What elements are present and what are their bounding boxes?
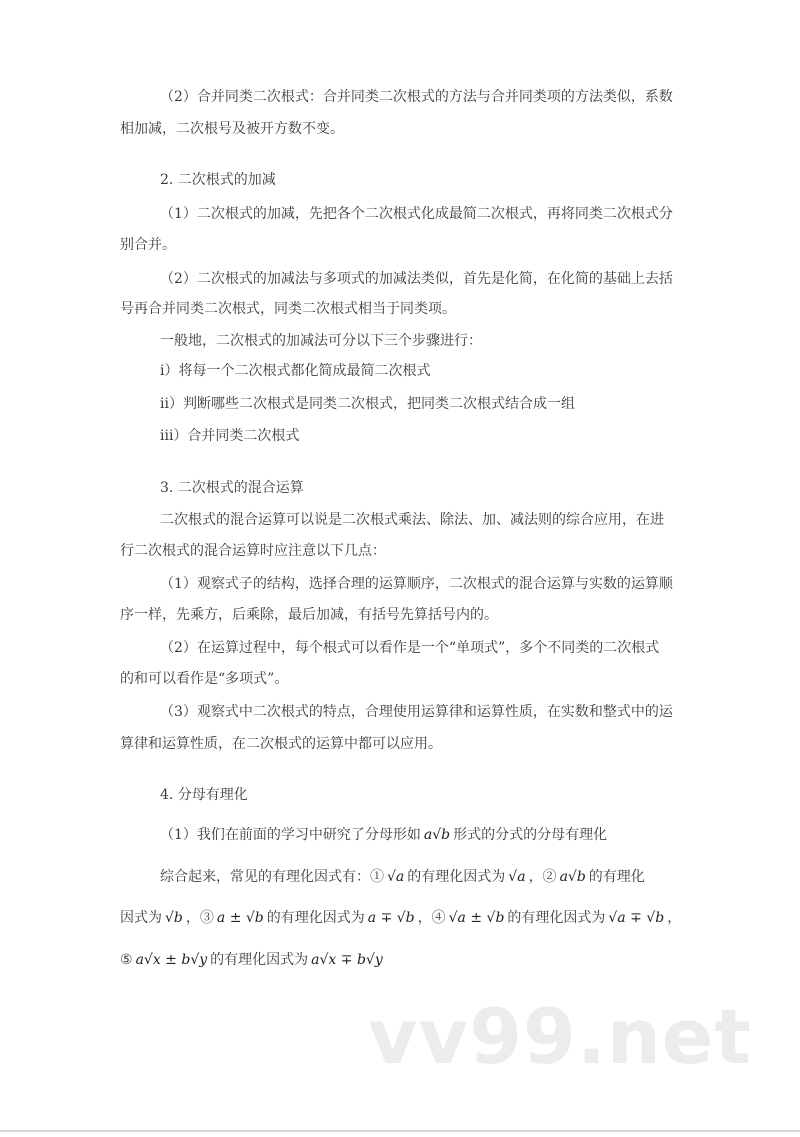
math-expression: a ∓ √b	[367, 910, 415, 926]
paragraph-line: 别合并。	[120, 237, 176, 253]
math-expression: √b	[165, 910, 183, 926]
text: 的有理化因式为	[266, 910, 365, 926]
paragraph-line: 序一样，先乘方，后乘除，最后加减，有括号先算括号内的。	[120, 607, 498, 623]
text: （1）我们在前面的学习中研究了分母形如	[160, 827, 421, 843]
text: 的有理化	[588, 869, 645, 885]
math-expression: √a	[508, 869, 526, 885]
text: 因式为	[120, 910, 162, 926]
text: ，②	[528, 869, 557, 885]
math-expression: √a ± √b	[448, 910, 505, 926]
paragraph-line: （1）观察式子的结构，选择合理的运算顺序，二次根式的混合运算与实数的运算顺	[160, 576, 673, 592]
text: ，③	[185, 910, 214, 926]
text: ，④	[417, 910, 446, 926]
math-expression: a√x ± b√y	[135, 952, 208, 968]
paragraph-line: 的和可以看作是“多项式”。	[120, 671, 289, 687]
list-item: iii）合并同类二次根式	[160, 428, 300, 444]
paragraph-line	[120, 950, 386, 970]
paragraph-line: （3）观察式中二次根式的特点，合理使用运算律和运算性质，在实数和整式中的运	[160, 704, 673, 720]
paragraph-line: 行二次根式的混合运算时应注意以下几点：	[120, 543, 386, 559]
paragraph-line: （2）合并同类二次根式：合并同类二次根式的方法与合并同类项的方法类似，系数	[160, 89, 673, 105]
watermark: vv99.net	[368, 992, 752, 1081]
paragraph-line: 相加减，二次根号及被开方数不变。	[120, 121, 344, 137]
paragraph-line	[160, 867, 645, 887]
list-item: i）将每一个二次根式都化简成最简二次根式	[160, 363, 431, 379]
text: 形式的分式的分母有理化	[453, 827, 608, 843]
math-expression: a√b	[423, 827, 451, 843]
paragraph-line: 号再合并同类二次根式，同类二次根式相当于同类项。	[120, 301, 456, 317]
paragraph-line: （1）二次根式的加减，先把各个二次根式化成最简二次根式，再将同类二次根式分	[160, 206, 673, 222]
section-heading: 3. 二次根式的混合运算	[160, 480, 304, 496]
math-expression: a√b	[559, 869, 586, 885]
text: ⑤	[120, 952, 133, 968]
text: 的有理化因式为	[407, 869, 506, 885]
paragraph-line	[160, 825, 607, 845]
text: 的有理化因式为	[210, 952, 309, 968]
math-expression: a√x ∓ b√y	[311, 952, 383, 968]
paragraph-line: 二次根式的混合运算可以说是二次根式乘法、除法、加、减法则的综合应用，在进	[160, 512, 664, 528]
list-item: ii）判断哪些二次根式是同类二次根式，把同类二次根式结合成一组	[160, 396, 575, 412]
page-bottom-divider	[0, 1130, 800, 1132]
math-expression: a ± √b	[216, 910, 264, 926]
paragraph-line: 一般地，二次根式的加减法可分以下三个步骤进行：	[160, 333, 482, 349]
text: 综合起来，常见的有理化因式有：①	[160, 869, 384, 885]
section-heading: 4. 分母有理化	[160, 787, 248, 803]
math-expression: √a ∓ √b	[608, 910, 665, 926]
paragraph-line: （2）二次根式的加减法与多项式的加减法类似，首先是化简，在化简的基础上去括	[160, 271, 673, 287]
section-heading: 2. 二次根式的加减	[160, 172, 276, 188]
text: ，	[667, 910, 682, 926]
paragraph-line: （2）在运算过程中，每个根式可以看作是一个“单项式”，多个不同类的二次根式	[160, 640, 660, 656]
paragraph-line	[120, 908, 681, 928]
text: 的有理化因式为	[507, 910, 606, 926]
math-expression: √a	[387, 869, 405, 885]
paragraph-line: 算律和运算性质，在二次根式的运算中都可以应用。	[120, 736, 442, 752]
